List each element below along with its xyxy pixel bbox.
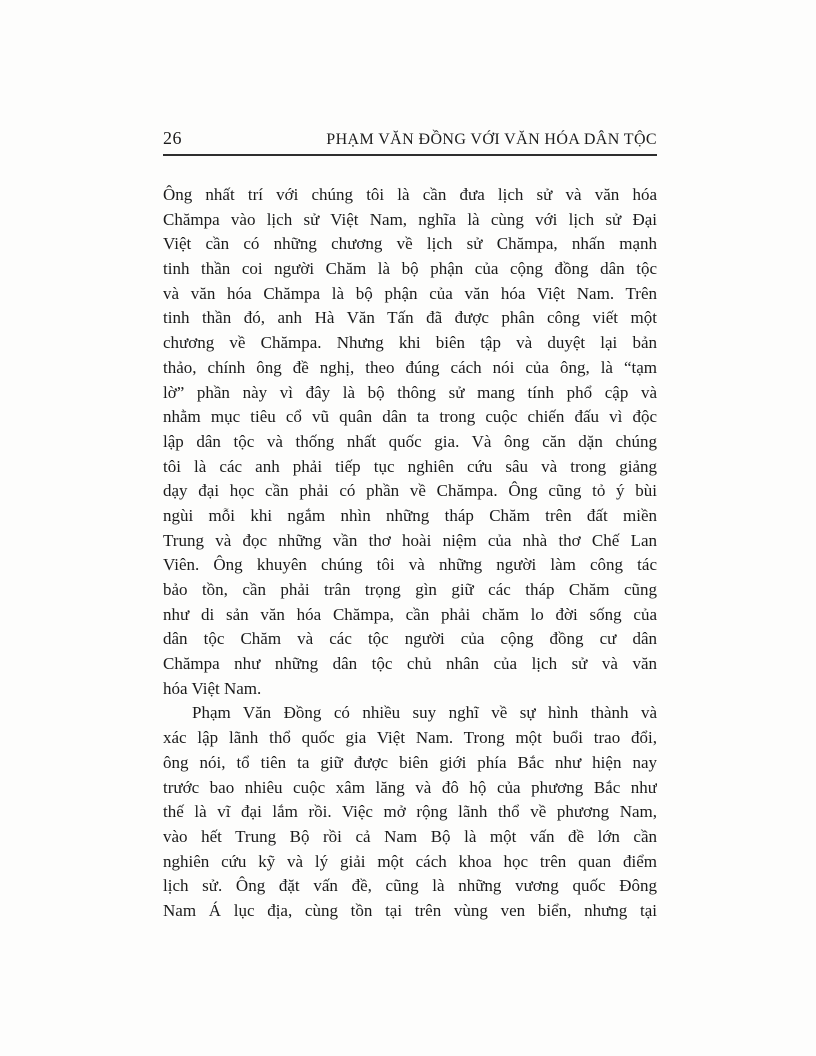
text-line: thảo, chính ông đề nghị, theo đúng cách nói của ông, là “tạm	[163, 357, 657, 377]
text-line: như di sản văn hóa Chămpa, cần phải chăm lo đời sống của	[163, 604, 657, 624]
text-line: Viên. Ông khuyên chúng tôi và những người làm công tác	[163, 555, 657, 575]
running-header	[163, 128, 657, 156]
text-line: nghiên cứu kỹ và lý giải một cách khoa học trên quan điểm	[163, 851, 657, 871]
text-line: xác lập lãnh thổ quốc gia Việt Nam. Trong một buổi trao đổi,	[163, 728, 657, 748]
text-line: Trung và đọc những vần thơ hoài niệm của nhà thơ Chế Lan	[163, 530, 657, 550]
page-body	[163, 183, 657, 924]
text-line: bảo tồn, cần phải trân trọng gìn giữ các tháp Chăm cũng	[163, 580, 657, 599]
text-line: dân tộc Chăm và các tộc người của cộng đồng cư dân	[163, 629, 657, 649]
text-line: thế là vĩ đại lắm rồi. Việc mở rộng lãnh thổ về phương Nam,	[163, 802, 657, 822]
paragraph	[163, 701, 657, 923]
text-line: và văn hóa Chămpa là bộ phận của văn hóa Việt Nam. Trên	[163, 283, 657, 303]
text-line: Phạm Văn Đồng có nhiều suy nghĩ về sự hình thành và	[192, 703, 657, 723]
text-line: hóa Việt Nam.	[163, 678, 262, 698]
paragraph	[163, 183, 657, 701]
text-line: lập dân tộc và thống nhất quốc gia. Và ông căn dặn chúng	[163, 431, 657, 451]
text-line: tôi là các anh phải tiếp tục nghiên cứu sâu và trong giảng	[163, 456, 657, 476]
text-line: Chămpa như những dân tộc chủ nhân của lịch sử và văn	[163, 654, 657, 674]
text-column	[163, 128, 657, 924]
page-number: 26	[163, 128, 182, 148]
text-line: vào hết Trung Bộ rồi cả Nam Bộ là một vấn đề lớn cần	[163, 826, 657, 846]
text-line: ngùi mỗi khi ngắm nhìn những tháp Chăm trên đất miền	[163, 505, 657, 525]
text-line: tinh thần đó, anh Hà Văn Tấn đã được phân công viết một	[163, 308, 657, 328]
text-line: trước bao nhiêu cuộc xâm lăng và đô hộ của phương Bắc như	[163, 777, 657, 797]
text-line: tinh thần coi người Chăm là bộ phận của cộng đồng dân tộc	[163, 259, 657, 279]
text-line: ông nói, tổ tiên ta giữ được biên giới phía Bắc như hiện nay	[163, 752, 657, 772]
running-title: PHẠM VĂN ĐỒNG VỚI VĂN HÓA DÂN TỘC	[326, 131, 657, 148]
text-line: Nam Á lục địa, cùng tồn tại trên vùng ven biển, nhưng tại	[163, 900, 657, 920]
text-line: chương về Chămpa. Nhưng khi biên tập và duyệt lại bản	[163, 333, 657, 353]
text-line: dạy đại học cần phải có phần về Chămpa. Ông cũng tỏ ý bùi	[163, 481, 657, 501]
text-line: Chămpa vào lịch sử Việt Nam, nghĩa là cùng với lịch sử Đại	[163, 209, 657, 229]
text-line: lờ” phần này vì đây là bộ thông sử mang tính phổ cập và	[163, 382, 657, 402]
text-line: nhằm mục tiêu cổ vũ quân dân ta trong cuộc chiến đấu vì độc	[163, 407, 657, 427]
text-line: Ông nhất trí với chúng tôi là cần đưa lịch sử và văn hóa	[163, 185, 657, 204]
text-line: Việt cần có những chương về lịch sử Chămpa, nhấn mạnh	[163, 234, 657, 254]
text-line: lịch sử. Ông đặt vấn đề, cũng là những vương quốc Đông	[163, 876, 657, 896]
